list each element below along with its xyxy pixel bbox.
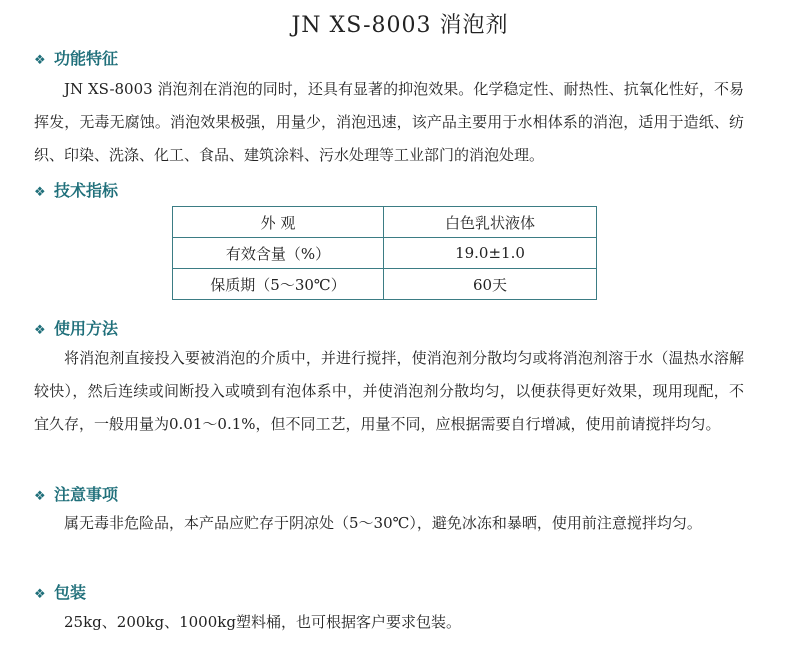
page-title: JN XS-8003 消泡剂 — [291, 13, 509, 38]
spec-value-cell: 19.0±1.0 — [384, 238, 597, 269]
packaging-heading-label: 包装 — [54, 583, 87, 602]
spec-label-cell: 外 观 — [173, 207, 384, 238]
spec-label-cell: 有效含量（%） — [173, 238, 384, 269]
section-heading-usage — [34, 316, 118, 339]
features-heading-label: 功能特征 — [54, 49, 119, 68]
spec-value-cell: 60天 — [384, 269, 597, 300]
specs-heading-label: 技术指标 — [54, 181, 119, 200]
diamond-bullet-icon: ❖ — [34, 489, 46, 504]
diamond-bullet-icon: ❖ — [34, 587, 46, 602]
section-heading-specs — [34, 178, 118, 201]
usage-heading-label: 使用方法 — [54, 319, 119, 338]
table-row — [173, 207, 597, 238]
spec-label-cell: 保质期（5～30℃） — [173, 269, 384, 300]
section-heading-packaging — [34, 580, 86, 603]
usage-paragraph: 将消泡剂直接投入要被消泡的介质中，并进行搅拌，使消泡剂分散均匀或将消泡剂溶于水（温热水溶解较快），然后连续或间断投入或喷到有泡体系中，并使消泡剂分散均匀，以便获得更好效果，现用现配，不宜久存，一般用量为0.01～0.1%，但不同工艺，用量不同，应根据需要自行增减，使用前请搅拌均匀。 — [34, 349, 744, 433]
table-row — [173, 238, 597, 269]
section-heading-notes — [34, 482, 118, 505]
spec-table — [172, 206, 597, 300]
spec-value-cell: 白色乳状液体 — [384, 207, 597, 238]
table-row — [173, 269, 597, 300]
notes-paragraph: 属无毒非危险品，本产品应贮存于阴凉处（5～30℃），避免冰冻和暴晒，使用前注意搅拌均匀。 — [64, 514, 702, 532]
packaging-paragraph: 25kg、200kg、1000kg塑料桶，也可根据客户要求包装。 — [64, 613, 461, 631]
features-paragraph: JN XS-8003 消泡剂在消泡的同时，还具有显著的抑泡效果。化学稳定性、耐热性、抗氧化性好，不易挥发，无毒无腐蚀。消泡效果极强，用量少，消泡迅速，该产品主要用于水相体系的消泡，适用于造纸、纺织、印染、洗涤、化工、食品、建筑涂料、污水处理等工业部门的消泡处理。 — [34, 80, 744, 164]
diamond-bullet-icon: ❖ — [34, 323, 46, 338]
section-heading-features — [34, 46, 118, 69]
diamond-bullet-icon: ❖ — [34, 185, 46, 200]
notes-heading-label: 注意事项 — [54, 485, 119, 504]
diamond-bullet-icon: ❖ — [34, 53, 46, 68]
